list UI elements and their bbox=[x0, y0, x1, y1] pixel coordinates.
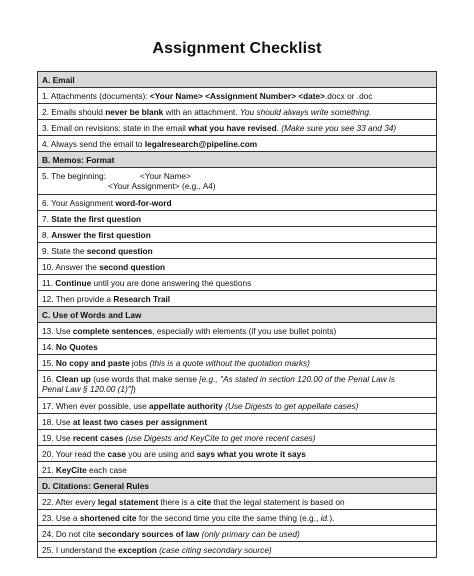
checklist-item-cell bbox=[38, 355, 437, 371]
row-text-segment: (this is a quote without the quotation marks) bbox=[149, 357, 310, 368]
checklist-item-cell bbox=[38, 104, 437, 120]
checklist-item-row bbox=[38, 542, 437, 558]
row-text-segment: 22. After every bbox=[42, 496, 98, 507]
row-text-segment: at least two cases per assignment bbox=[72, 416, 208, 427]
row-text-segment: 19. Use bbox=[42, 432, 73, 443]
item-line bbox=[42, 171, 432, 181]
page-title: Assignment Checklist bbox=[152, 40, 322, 57]
checklist-item-row bbox=[38, 323, 437, 339]
row-text-segment: 8. bbox=[42, 229, 52, 240]
row-text-segment: 11. bbox=[42, 277, 56, 288]
row-text-segment: 15. bbox=[42, 357, 56, 368]
row-text-segment: 3. Email on revisions: state in the email bbox=[42, 122, 189, 133]
item-line bbox=[42, 374, 432, 384]
checklist-item-cell bbox=[38, 136, 437, 152]
row-text-segment: legal statement bbox=[97, 496, 159, 507]
checklist-item-row bbox=[38, 510, 437, 526]
checklist-item-cell bbox=[38, 446, 437, 462]
checklist-item-row bbox=[38, 259, 437, 275]
item-line bbox=[42, 181, 432, 191]
checklist-item-cell bbox=[38, 542, 437, 558]
section-header-cell bbox=[38, 478, 437, 494]
row-text-segment: 7. bbox=[42, 213, 52, 224]
row-text-segment: ) bbox=[133, 384, 136, 394]
checklist-item-cell bbox=[38, 371, 437, 398]
section-header-cell bbox=[38, 152, 437, 168]
checklist-item-cell bbox=[38, 323, 437, 339]
row-text-segment: each case bbox=[86, 464, 127, 475]
row-text-segment: for the second time you cite the same thing (e.g., bbox=[136, 512, 321, 523]
checklist-item-cell bbox=[38, 398, 437, 414]
row-text-segment: (use words that make sense bbox=[90, 374, 200, 384]
checklist-item-cell bbox=[38, 259, 437, 275]
checklist-item-row bbox=[38, 120, 437, 136]
row-text-segment: (use Digests and KeyCite to get more recent cases) bbox=[125, 432, 316, 443]
row-text-segment: ). bbox=[329, 512, 335, 523]
row-text-segment: 5. The beginning: bbox=[42, 171, 106, 181]
row-text-segment: Answer the first question bbox=[51, 229, 151, 240]
section-header-row bbox=[38, 152, 437, 168]
row-text-segment: 13. Use bbox=[42, 325, 73, 336]
checklist-item-cell bbox=[38, 494, 437, 510]
row-text-segment: [e.g., "As stated in section 120.00 of the Penal Law is bbox=[199, 374, 396, 384]
checklist-table bbox=[37, 71, 437, 558]
row-text-segment: No Quotes bbox=[55, 341, 98, 352]
row-text-segment: B. Memos: Format bbox=[42, 154, 115, 165]
row-text-segment: 1. Attachments (documents): bbox=[42, 90, 150, 101]
row-text-segment: word-for-word bbox=[115, 197, 172, 208]
checklist-item-row bbox=[38, 227, 437, 243]
row-text-segment: appellate authority bbox=[149, 400, 223, 411]
checklist-item-row bbox=[38, 243, 437, 259]
checklist-item-row bbox=[38, 291, 437, 307]
checklist-item-cell bbox=[38, 339, 437, 355]
row-text-segment: KeyCite bbox=[55, 464, 87, 475]
row-text-segment: what you have revised bbox=[188, 122, 277, 133]
row-text-segment: second question bbox=[99, 261, 166, 272]
row-text-segment: case bbox=[107, 448, 126, 459]
checklist-item-cell bbox=[38, 88, 437, 104]
row-text-segment: says what you wrote it says bbox=[196, 448, 306, 459]
row-text-segment: 10. Answer the bbox=[42, 261, 100, 272]
row-text-segment: 6. Your Assignment bbox=[42, 197, 116, 208]
checklist-item-cell bbox=[38, 211, 437, 227]
row-text-segment: 23. Use a bbox=[42, 512, 80, 523]
checklist-item-row bbox=[38, 430, 437, 446]
section-header-row bbox=[38, 72, 437, 88]
checklist-item-cell bbox=[38, 243, 437, 259]
section-header-row bbox=[38, 307, 437, 323]
checklist-item-row bbox=[38, 211, 437, 227]
row-text-segment: id. bbox=[320, 512, 330, 523]
row-text-segment: 24. Do not cite bbox=[42, 528, 98, 539]
checklist-item-row bbox=[38, 446, 437, 462]
row-text-segment: Penal Law § 120.00 (1)"] bbox=[42, 384, 134, 394]
row-text-segment: legalresearch@pipeline.com bbox=[144, 138, 258, 149]
row-text-segment: No copy and paste bbox=[55, 357, 130, 368]
row-text-segment: <Your Name> <Assignment Number> <date> bbox=[149, 90, 325, 101]
row-text-segment: until you are done answering the questions bbox=[91, 277, 252, 288]
row-text-segment: there is a bbox=[158, 496, 197, 507]
row-text-segment: 21. bbox=[42, 464, 56, 475]
row-text-segment: (case citing secondary source) bbox=[159, 544, 272, 555]
checklist-item-cell bbox=[38, 414, 437, 430]
row-text-segment: with an attachment. bbox=[163, 106, 240, 117]
row-text-segment: .docx or .doc bbox=[325, 90, 373, 101]
row-text-segment: 9. State the bbox=[42, 245, 87, 256]
checklist-item-row bbox=[38, 494, 437, 510]
row-text-segment: , especially with elements (if you use bullet points) bbox=[152, 325, 337, 336]
item-line bbox=[42, 384, 432, 394]
row-text-segment: you are using and bbox=[125, 448, 197, 459]
row-text-segment: Clean up bbox=[55, 374, 91, 384]
row-text-segment: (Make sure you see 33 and 34) bbox=[281, 122, 397, 133]
row-text-segment: 14. bbox=[42, 341, 56, 352]
checklist-item-row bbox=[38, 168, 437, 195]
row-text-segment: exception bbox=[118, 544, 157, 555]
section-header-row bbox=[38, 478, 437, 494]
checklist-item-row bbox=[38, 104, 437, 120]
row-text-segment: Research Trail bbox=[113, 293, 171, 304]
checklist-item-row bbox=[38, 526, 437, 542]
checklist-item-row bbox=[38, 371, 437, 398]
row-text-segment: 16. bbox=[42, 374, 56, 384]
checklist-item-row bbox=[38, 136, 437, 152]
checklist-item-cell bbox=[38, 510, 437, 526]
row-text-segment: C. Use of Words and Law bbox=[42, 309, 142, 320]
row-text-segment: 17. When ever possible, use bbox=[42, 400, 149, 411]
checklist-item-cell bbox=[38, 430, 437, 446]
row-text-segment: A. Email bbox=[42, 74, 75, 85]
checklist-item-cell bbox=[38, 275, 437, 291]
row-text-segment: Continue bbox=[55, 277, 92, 288]
row-text-segment: 18. Use bbox=[42, 416, 73, 427]
row-text-segment: cite bbox=[196, 496, 212, 507]
row-text-segment: complete sentences bbox=[72, 325, 153, 336]
checklist-item-row bbox=[38, 339, 437, 355]
row-text-segment: State the first question bbox=[51, 213, 142, 224]
row-text-segment: jobs bbox=[129, 357, 150, 368]
row-text-segment: 20. Your read the bbox=[42, 448, 108, 459]
checklist-item-row bbox=[38, 88, 437, 104]
checklist-item-row bbox=[38, 414, 437, 430]
checklist-item-cell bbox=[38, 168, 437, 195]
checklist-item-row bbox=[38, 195, 437, 211]
section-header-cell bbox=[38, 72, 437, 88]
row-text-segment: second question bbox=[86, 245, 153, 256]
checklist-item-cell bbox=[38, 120, 437, 136]
row-text-segment: . bbox=[276, 122, 282, 133]
checklist-item-cell bbox=[38, 462, 437, 478]
row-text-segment: 2. Emails should bbox=[42, 106, 106, 117]
row-text-segment: that the legal statement is based on bbox=[211, 496, 345, 507]
checklist-item-row bbox=[38, 398, 437, 414]
row-text-segment: D. Citations: General Rules bbox=[42, 480, 149, 491]
checklist-item-row bbox=[38, 275, 437, 291]
row-text-segment: <Your Name> bbox=[139, 171, 191, 181]
checklist-item-row bbox=[38, 462, 437, 478]
checklist-item-cell bbox=[38, 291, 437, 307]
row-text-segment: (Use Digests to get appellate cases) bbox=[225, 400, 359, 411]
row-text-segment: (e.g., A4) bbox=[179, 181, 216, 191]
row-text-segment: never be blank bbox=[105, 106, 164, 117]
row-text-segment: shortened cite bbox=[79, 512, 137, 523]
section-header-cell bbox=[38, 307, 437, 323]
row-text-segment: 25. I understand the bbox=[42, 544, 119, 555]
checklist-item-cell bbox=[38, 227, 437, 243]
row-text-segment: 4. Always send the email to bbox=[42, 138, 145, 149]
checklist-item-row bbox=[38, 355, 437, 371]
row-text-segment: recent cases bbox=[72, 432, 124, 443]
checklist-item-cell bbox=[38, 195, 437, 211]
row-text-segment: You should always write something. bbox=[239, 106, 372, 117]
row-text-segment: <Your Assignment> bbox=[108, 181, 180, 191]
checklist-item-cell bbox=[38, 526, 437, 542]
row-text-segment: (only primary can be used) bbox=[201, 528, 300, 539]
row-text-segment: secondary sources of law bbox=[97, 528, 200, 539]
row-text-segment: 12. Then provide a bbox=[42, 293, 114, 304]
